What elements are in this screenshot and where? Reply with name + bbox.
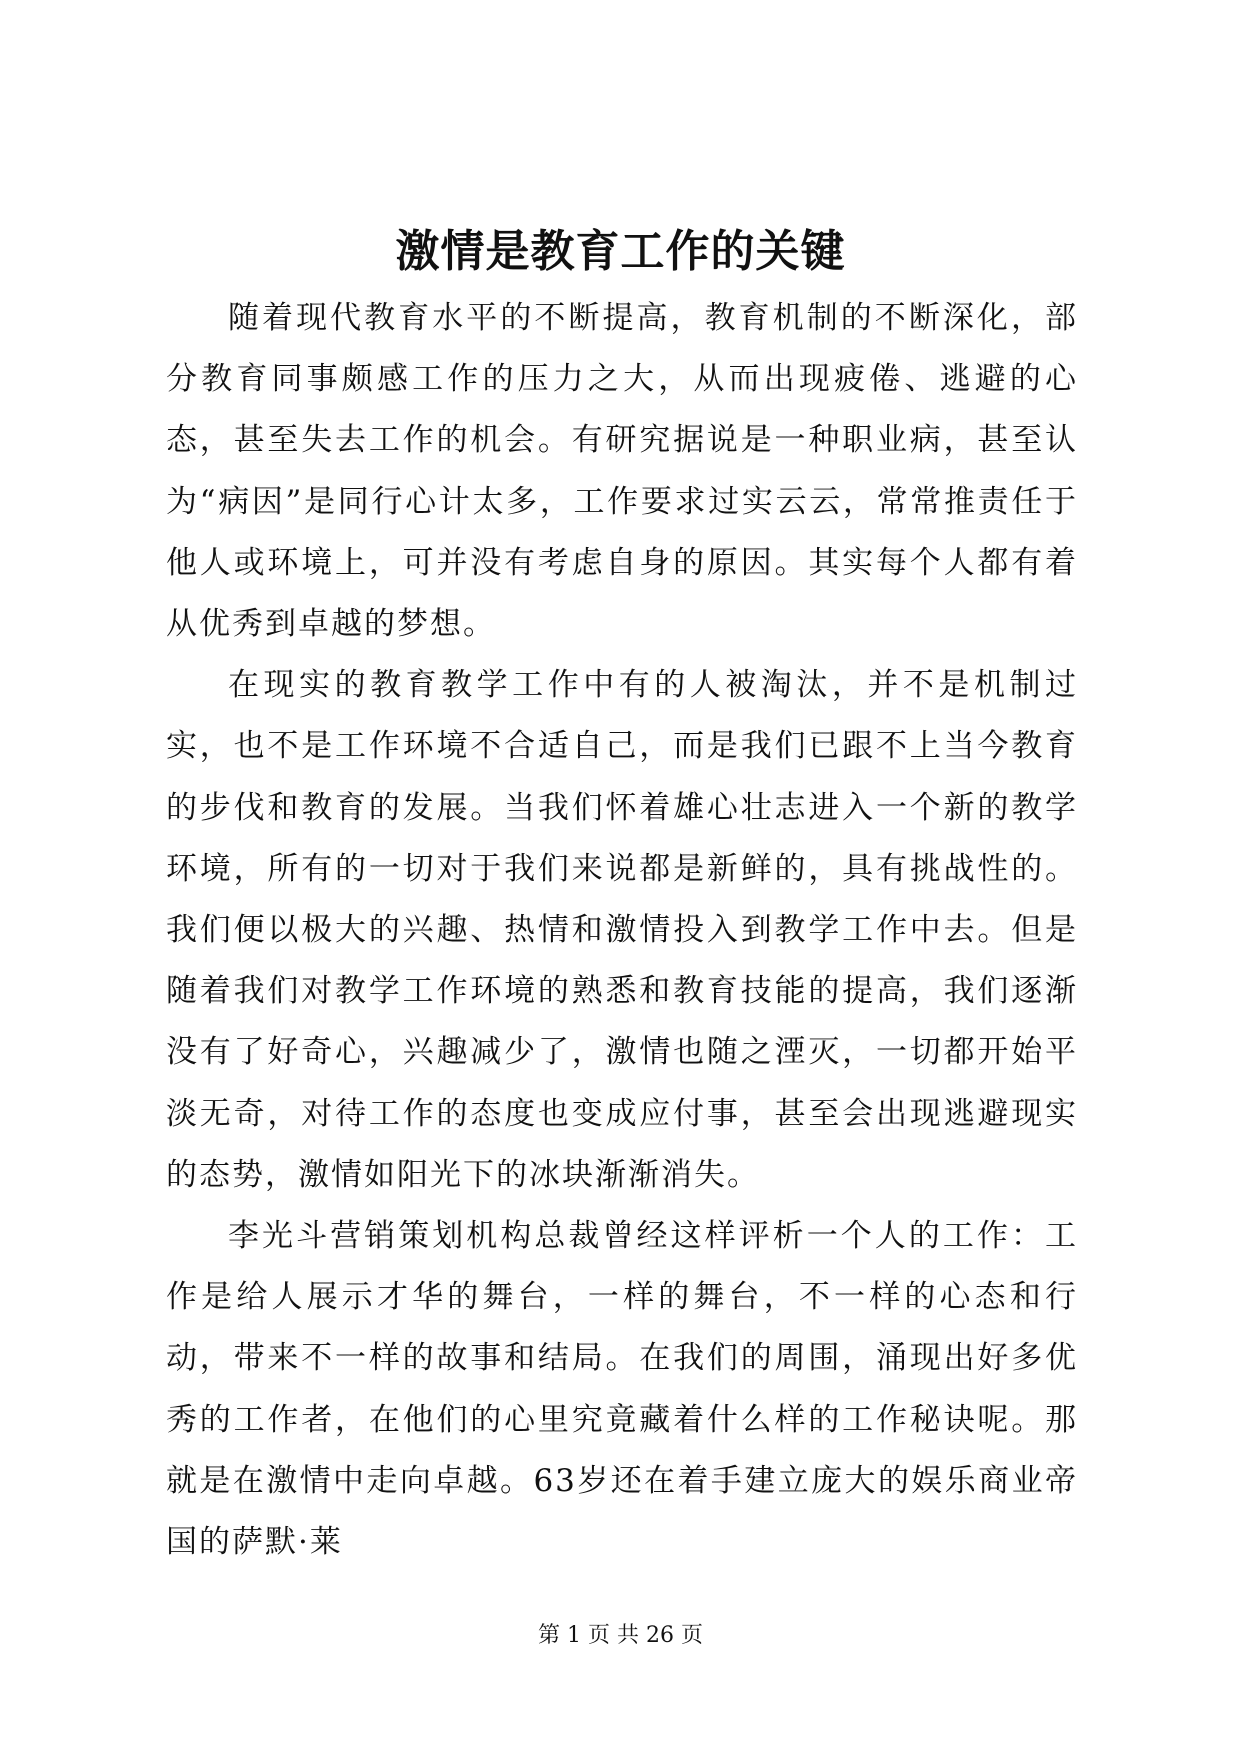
paragraph-3: 李光斗营销策划机构总裁曾经这样评析一个人的工作：工作是给人展示才华的舞台，一样的舞台，不一样的心态和行动，带来不一样的故事和结局。在我们的周围，涌现出好多优秀的工作者，在他们的心里究竟藏着什么样的工作秘诀呢。那就是在激情中走向卓越。63岁还在着手建立庞大的娱乐商业帝国的萨默·莱 (166, 1218, 1078, 1561)
document-body (166, 288, 1078, 1573)
paragraph-1: 随着现代教育水平的不断提高，教育机制的不断深化，部分教育同事颇感工作的压力之大，从而出现疲倦、逃避的心态，甚至失去工作的机会。有研究据说是一种职业病，甚至认为“病因”是同行心计太多，工作要求过实云云，常常推责任于他人或环境上，可并没有考虑自身的原因。其实每个人都有着从优秀到卓越的梦想。 (166, 300, 1078, 643)
document-title: 激情是教育工作的关键 (395, 226, 846, 277)
paragraph-2: 在现实的教育教学工作中有的人被淘汰，并不是机制过实，也不是工作环境不合适自己，而是我们已跟不上当今教育的步伐和教育的发展。当我们怀着雄心壮志进入一个新的教学环境，所有的一切对于我们来说都是新鲜的，具有挑战性的。我们便以极大的兴趣、热情和激情投入到教学工作中去。但是随着我们对教学工作环境的熟悉和教育技能的提高，我们逐渐没有了好奇心，兴趣减少了，激情也随之湮灭，一切都开始平淡无奇，对待工作的态度也变成应付事，甚至会出现逃避现实的态势，激情如阳光下的冰块渐渐消失。 (166, 667, 1078, 1193)
page-footer: 第 1 页 共 26 页 (538, 1623, 703, 1648)
